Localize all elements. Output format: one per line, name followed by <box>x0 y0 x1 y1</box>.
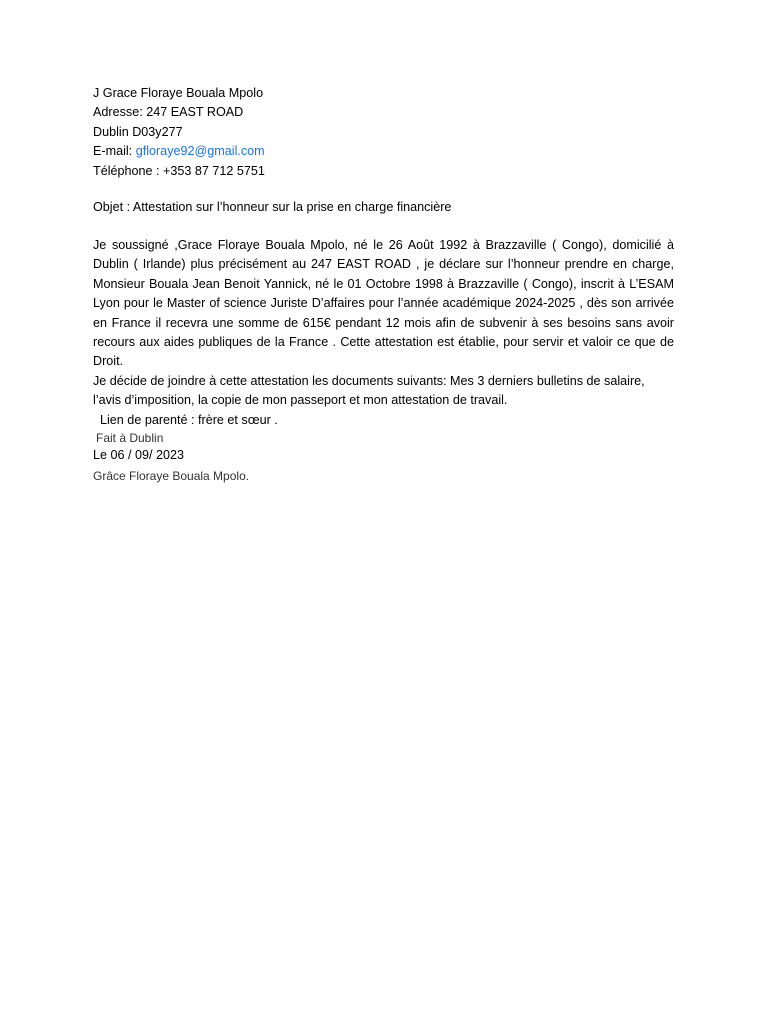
kinship-line: Lien de parenté : frère et sœur . <box>100 412 278 427</box>
subject-text: Objet : Attestation sur l’honneur sur la prise en charge financière <box>93 200 452 214</box>
letter-body <box>93 236 674 488</box>
email-link[interactable]: gfloraye92@gmail.com <box>135 144 265 159</box>
body-paragraph-1: Je soussigné ,Grace Floraye Bouala Mpolo, né le 26 Août 1992 à Brazzaville ( Congo), domicilié à Dublin ( Irlande) plus précisément au 247 EAST ROAD , je déclare sur l’honneur prendre en charge, Monsieur Bouala Jean Benoit Yannick, né le 01 Octobre 1998 à Brazzaville ( Congo), inscrit à L’ESAM Lyon pour le Master of science Juriste D’affaires pour l’année académique 2024-2025 , dès son arrivée en France il recevra une somme de 615€ pendant 12 mois afin de subvenir à ses besoins sans avoir recours aux aides publiques de la France . Cette attestation est établie, pour servir et valoir ce que de Droit. <box>93 238 674 369</box>
body-paragraph-2-line-2: l’avis d’imposition, la copie de mon passeport et mon attestation de travail. <box>93 393 508 408</box>
date-line: Le 06 / 09/ 2023 <box>93 448 185 463</box>
sender-name: J Grace Floraye Bouala Mpolo <box>93 86 264 100</box>
sender-address: Adresse: 247 EAST ROAD <box>93 105 244 120</box>
place-line: Fait à Dublin <box>96 431 164 446</box>
sender-city: Dublin D03y277 <box>93 124 183 139</box>
sender-phone: Téléphone : +353 87 712 5751 <box>93 163 265 178</box>
subject-line <box>93 198 674 217</box>
body-paragraph-2-line-1: Je décide de joindre à cette attestation les documents suivants: Mes 3 derniers bulletins de salaire, <box>93 373 645 388</box>
sender-header <box>93 84 674 181</box>
signature: Grâce Floraye Bouala Mpolo. <box>93 469 250 484</box>
email-label: E-mail: <box>93 144 136 159</box>
sender-email-line <box>93 142 674 161</box>
body-paragraph-2 <box>93 372 674 411</box>
